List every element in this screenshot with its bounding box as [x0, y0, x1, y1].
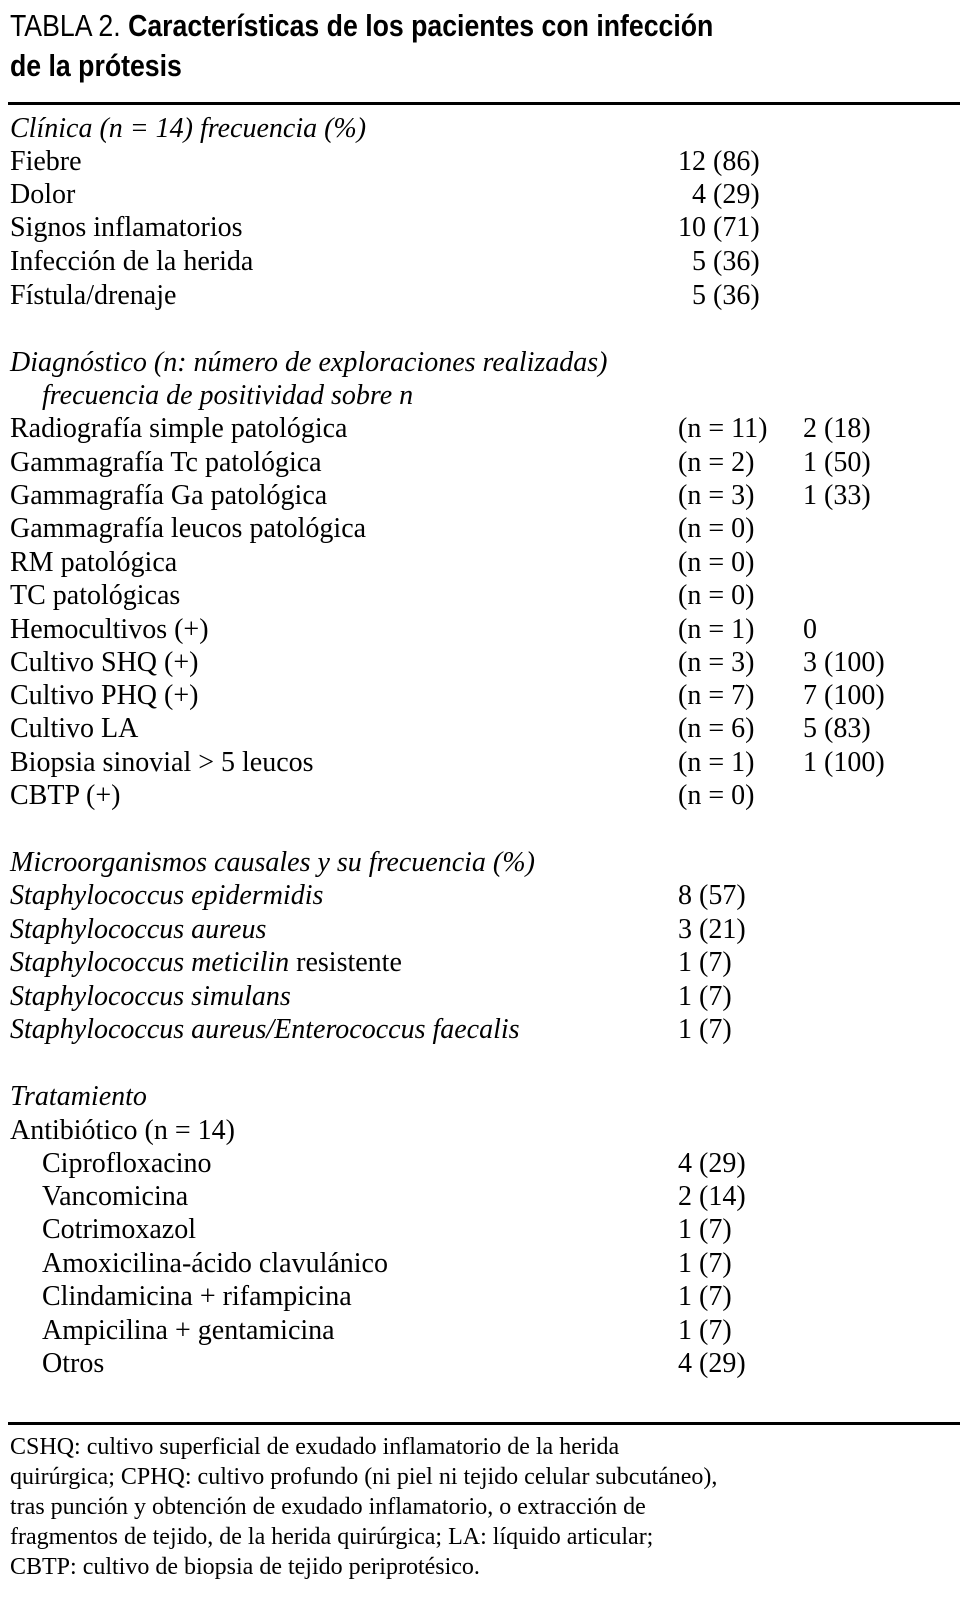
table-title: [10, 6, 827, 86]
row-label: Staphylococcus meticilin: [10, 947, 290, 978]
row-label: Fiebre: [10, 146, 82, 177]
row-value: 0: [803, 614, 817, 645]
row-value: 1 (7): [678, 1315, 732, 1346]
row-value: 4 (29): [678, 1148, 746, 1179]
row-label: Gammagrafía Tc patológica: [10, 447, 322, 478]
table-label: TABLA 2.: [10, 8, 121, 43]
row-label: Staphylococcus aureus: [10, 914, 267, 945]
clinica-heading: Clínica (n = 14) frecuencia (%): [10, 113, 367, 144]
row-label: Clindamicina + rifampicina: [42, 1281, 352, 1312]
table-footnote: [10, 1432, 965, 1582]
row-value: 4 (29): [678, 1348, 746, 1379]
row-label: Otros: [42, 1348, 105, 1379]
row-value: 1 (7): [678, 947, 732, 978]
row-n: (n = 11): [678, 413, 768, 444]
row-value: 4 (29): [692, 179, 760, 210]
row-value: 1 (7): [678, 1281, 732, 1312]
row-value: 1 (33): [803, 480, 871, 511]
row-value: 1 (7): [678, 1248, 732, 1279]
row-value: 5 (36): [692, 246, 760, 277]
footnote-line: tras punción y obtención de exudado inflamatorio, o extracción de: [10, 1494, 646, 1520]
row-label: RM patológica: [10, 547, 178, 578]
row-label: Gammagrafía leucos patológica: [10, 513, 367, 544]
row-label: Cotrimoxazol: [42, 1214, 196, 1245]
row-label: Staphylococcus aureus/Enterococcus faecalis: [10, 1014, 520, 1045]
row-label: Radiografía simple patológica: [10, 413, 348, 444]
bottom-rule: [8, 1422, 960, 1425]
footnote-line: fragmentos de tejido, de la herida quirúrgica; LA: líquido articular;: [10, 1524, 654, 1550]
row-label: Cultivo PHQ (+): [10, 680, 199, 711]
row-value: 1 (7): [678, 981, 732, 1012]
footnote-line: CSHQ: cultivo superficial de exudado inflamatorio de la herida: [10, 1434, 620, 1460]
row-n: (n = 1): [678, 747, 755, 778]
microorganismos-heading: Microorganismos causales y su frecuencia (%): [10, 847, 535, 878]
row-label: TC patológicas: [10, 580, 181, 611]
row-n: (n = 6): [678, 713, 755, 744]
row-label: Ciprofloxacino: [42, 1148, 212, 1179]
row-value: 12 (86): [678, 146, 760, 177]
title-text-line1: Características de los pacientes con infección: [128, 8, 714, 43]
row-label: Fístula/drenaje: [10, 280, 177, 311]
diagnostico-heading-line2: frecuencia de positividad sobre n: [42, 380, 414, 411]
row-label: Cultivo LA: [10, 713, 139, 744]
row-value: 8 (57): [678, 880, 746, 911]
row-n: (n = 0): [678, 513, 755, 544]
row-label: Gammagrafía Ga patológica: [10, 480, 328, 511]
tratamiento-heading: Tratamiento: [10, 1081, 147, 1112]
row-value: 1 (50): [803, 447, 871, 478]
row-value: 2 (14): [678, 1181, 746, 1212]
row-value: 3 (100): [803, 647, 885, 678]
top-rule: [8, 102, 960, 105]
row-value: 7 (100): [803, 680, 885, 711]
row-value: 10 (71): [678, 212, 760, 243]
row-n: (n = 2): [678, 447, 755, 478]
row-value: 1 (100): [803, 747, 885, 778]
diagnostico-heading-line1: Diagnóstico (n: número de exploraciones realizadas): [10, 347, 608, 378]
row-label: Dolor: [10, 179, 76, 210]
row-label-suffix: resistente: [296, 947, 402, 978]
row-n: (n = 7): [678, 680, 755, 711]
antibiotico-subheading: Antibiótico (n = 14): [10, 1115, 235, 1146]
title-text-line2: de la prótesis: [10, 48, 182, 83]
row-value: 3 (21): [678, 914, 746, 945]
row-label: Staphylococcus epidermidis: [10, 880, 324, 911]
row-label-group: [10, 946, 402, 980]
row-value: 1 (7): [678, 1014, 732, 1045]
row-label: Infección de la herida: [10, 246, 254, 277]
row-label: Hemocultivos (+): [10, 614, 209, 645]
row-n: (n = 0): [678, 780, 755, 811]
row-n: (n = 0): [678, 547, 755, 578]
row-label: CBTP (+): [10, 780, 121, 811]
row-n: (n = 3): [678, 647, 755, 678]
row-label: Cultivo SHQ (+): [10, 647, 199, 678]
footnote-line: quirúrgica; CPHQ: cultivo profundo (ni piel ni tejido celular subcutáneo),: [10, 1464, 718, 1490]
row-label: Vancomicina: [42, 1181, 189, 1212]
row-value: 5 (36): [692, 280, 760, 311]
row-n: (n = 3): [678, 480, 755, 511]
row-n: (n = 0): [678, 580, 755, 611]
row-label: Amoxicilina-ácido clavulánico: [42, 1248, 388, 1279]
row-value: 2 (18): [803, 413, 871, 444]
row-value: 1 (7): [678, 1214, 732, 1245]
row-n: (n = 1): [678, 614, 755, 645]
row-label: Signos inflamatorios: [10, 212, 243, 243]
footnote-line: CBTP: cultivo de biopsia de tejido periprotésico.: [10, 1554, 480, 1580]
row-label: Biopsia sinovial > 5 leucos: [10, 747, 314, 778]
row-label: Ampicilina + gentamicina: [42, 1315, 335, 1346]
row-value: 5 (83): [803, 713, 871, 744]
row-label: Staphylococcus simulans: [10, 981, 291, 1012]
